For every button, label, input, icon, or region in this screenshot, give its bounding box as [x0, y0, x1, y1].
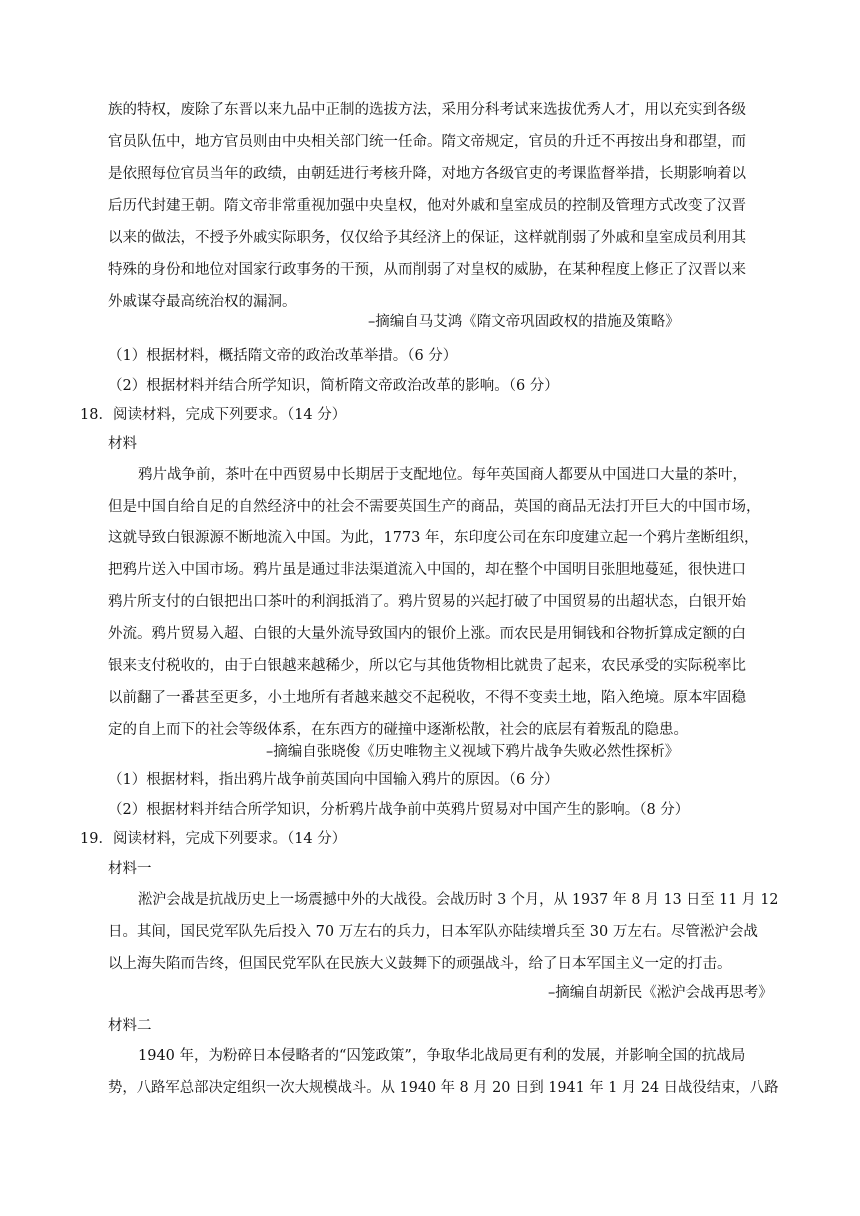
- question-18-2: （2）根据材料并结合所学知识，分析鸦片战争前中英鸦片贸易对中国产生的影响。（8 分）: [108, 802, 690, 818]
- paragraph-line: 特殊的身份和地位对国家行政事务的干预，从而削弱了对皇权的威胁，在某种程度上修正了汉晋以来: [108, 262, 746, 278]
- paragraph-line: 日。其间，国民党军队先后投入 70 万左右的兵力，日本军队亦陆续增兵至 30 万左右。尽管淞沪会战: [108, 924, 758, 940]
- paragraph-line: 以前翻了一番甚至更多，小土地所有者越来越交不起税收，不得不变卖土地，陷入绝境。原本牢固稳: [108, 690, 746, 706]
- paragraph-line: 鸦片所支付的白银把出口茶叶的利润抵消了。鸦片贸易的兴起打破了中国贸易的出超状态，白银开始: [108, 594, 746, 610]
- paragraph-line: 外流。鸦片贸易入超、白银的大量外流导致国内的银价上涨。而农民是用铜钱和谷物折算成定额的白: [108, 626, 746, 642]
- paragraph-line: 淞沪会战是抗战历史上一场震撼中外的大战役。会战历时 3 个月，从 1937 年 8 月 13 日至 11 月 12: [138, 892, 779, 908]
- question-18-1: （1）根据材料，指出鸦片战争前英国向中国输入鸦片的原因。（6 分）: [108, 772, 559, 788]
- paragraph-line: 把鸦片送入中国市场。鸦片虽是通过非法渠道流入中国的，却在整个中国明目张胆地蔓延，很快进口: [108, 562, 746, 578]
- paragraph-line: 势，八路军总部决定组织一次大规模战斗。从 1940 年 8 月 20 日到 1941 年 1 月 24 日战役结束，八路: [108, 1080, 779, 1096]
- source-citation: –摘编自张晓俊《历史唯物主义视域下鸦片战争失败必然性探析》: [266, 744, 680, 760]
- paragraph-line: 以上海失陷而告终，但国民党军队在民族大义鼓舞下的顽强战斗，给了日本军国主义一定的打击。: [108, 956, 732, 972]
- question-17-2: （2）根据材料并结合所学知识，简析隋文帝政治改革的影响。（6 分）: [108, 378, 559, 394]
- question-19-heading: 19．阅读材料，完成下列要求。（14 分）: [80, 831, 347, 847]
- material-label: 材料一: [108, 861, 152, 877]
- paragraph-line: 以来的做法，不授予外戚实际职务，仅仅给予其经济上的保证，这样就削弱了外戚和皇室成员利用其: [108, 230, 746, 246]
- paragraph-line: 族的特权，废除了东晋以来九品中正制的选拔方法，采用分科考试来选拔优秀人才，用以充实到各级: [108, 102, 746, 118]
- paragraph-line: 鸦片战争前，茶叶在中西贸易中长期居于支配地位。每年英国商人都要从中国进口大量的茶叶，: [138, 467, 747, 483]
- question-17-1: （1）根据材料，概括隋文帝的政治改革举措。（6 分）: [108, 348, 458, 364]
- paragraph-line: 定的自上而下的社会等级体系，在东西方的碰撞中逐渐松散，社会的底层有着叛乱的隐患。: [108, 722, 688, 738]
- source-citation: –摘编自胡新民《淞沪会战再思考》: [548, 985, 773, 1001]
- question-18-heading: 18．阅读材料，完成下列要求。（14 分）: [80, 407, 347, 423]
- paragraph-line: 是依照每位官员当年的政绩，由朝廷进行考核升降，对地方各级官吏的考课监督举措，长期影响着以: [108, 166, 746, 182]
- paragraph-line: 银来支付税收的，由于白银越来越稀少，所以它与其他货物相比就贵了起来，农民承受的实际税率比: [108, 658, 746, 674]
- paragraph-line: 官员队伍中，地方官员则由中央相关部门统一任命。隋文帝规定，官员的升迁不再按出身和郡望，而: [108, 134, 746, 150]
- paragraph-line: 这就导致白银源源不断地流入中国。为此，1773 年，东印度公司在东印度建立起一个鸦片垄断组织，: [108, 530, 759, 546]
- paragraph-line: 1940 年，为粉碎日本侵略者的“囚笼政策”，争取华北战局更有利的发展，并影响全国的抗战局: [138, 1048, 746, 1064]
- source-citation: –摘编自马艾鸿《隋文帝巩固政权的措施及策略》: [368, 314, 680, 330]
- material-label: 材料二: [108, 1018, 152, 1034]
- paragraph-line: 外戚谋夺最高统治权的漏洞。: [108, 294, 297, 310]
- material-label: 材料: [108, 436, 137, 452]
- paragraph-line: 但是中国自给自足的自然经济中的社会不需要英国生产的商品，英国的商品无法打开巨大的中国市场，: [108, 499, 761, 515]
- paragraph-line: 后历代封建王朝。隋文帝非常重视加强中央皇权，他对外戚和皇室成员的控制及管理方式改变了汉晋: [108, 198, 746, 214]
